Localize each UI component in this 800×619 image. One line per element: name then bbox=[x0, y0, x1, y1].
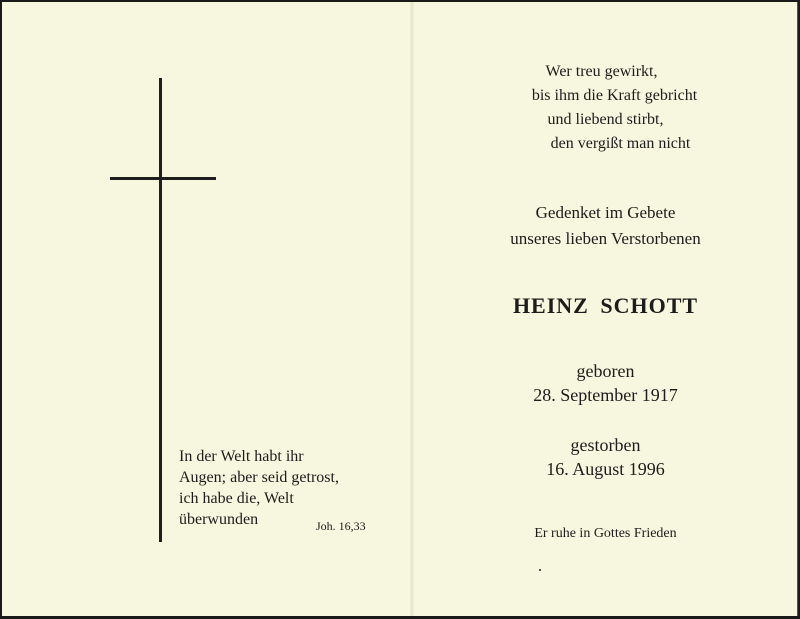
deceased-name: HEINZ SCHOTT bbox=[512, 293, 699, 318]
speck bbox=[539, 569, 541, 571]
verse-line: In der Welt habt ihr bbox=[179, 448, 304, 465]
cross-icon-horizontal bbox=[110, 177, 216, 180]
poem-line: Wer treu gewirkt, bbox=[545, 63, 658, 80]
poem bbox=[414, 60, 797, 156]
born-date: 28. September 1917 bbox=[533, 385, 678, 405]
remembrance-line: unseres lieben Verstorbenen bbox=[510, 229, 701, 248]
bible-verse bbox=[179, 446, 394, 533]
verse-reference: Joh. 16,33 bbox=[316, 519, 366, 533]
death-info bbox=[414, 433, 797, 481]
verse-line: ich habe die, Welt bbox=[179, 490, 294, 507]
died-label: gestorben bbox=[570, 435, 641, 455]
poem-line: und liebend stirbt, bbox=[547, 111, 664, 128]
cross-icon-vertical bbox=[159, 78, 162, 542]
birth-info bbox=[414, 359, 797, 407]
died-date: 16. August 1996 bbox=[546, 459, 665, 479]
remembrance-line: Gedenket im Gebete bbox=[535, 203, 676, 222]
verse-line: Augen; aber seid getrost, bbox=[179, 469, 339, 486]
born-label: geboren bbox=[576, 361, 635, 381]
closing-text: Er ruhe in Gottes Frieden bbox=[534, 526, 677, 541]
poem-line: bis ihm die Kraft gebricht bbox=[531, 87, 698, 104]
memorial-card bbox=[2, 2, 798, 616]
verse-line: überwunden bbox=[179, 511, 259, 528]
poem-line: den vergißt man nicht bbox=[550, 135, 691, 152]
remembrance-text bbox=[414, 200, 797, 252]
